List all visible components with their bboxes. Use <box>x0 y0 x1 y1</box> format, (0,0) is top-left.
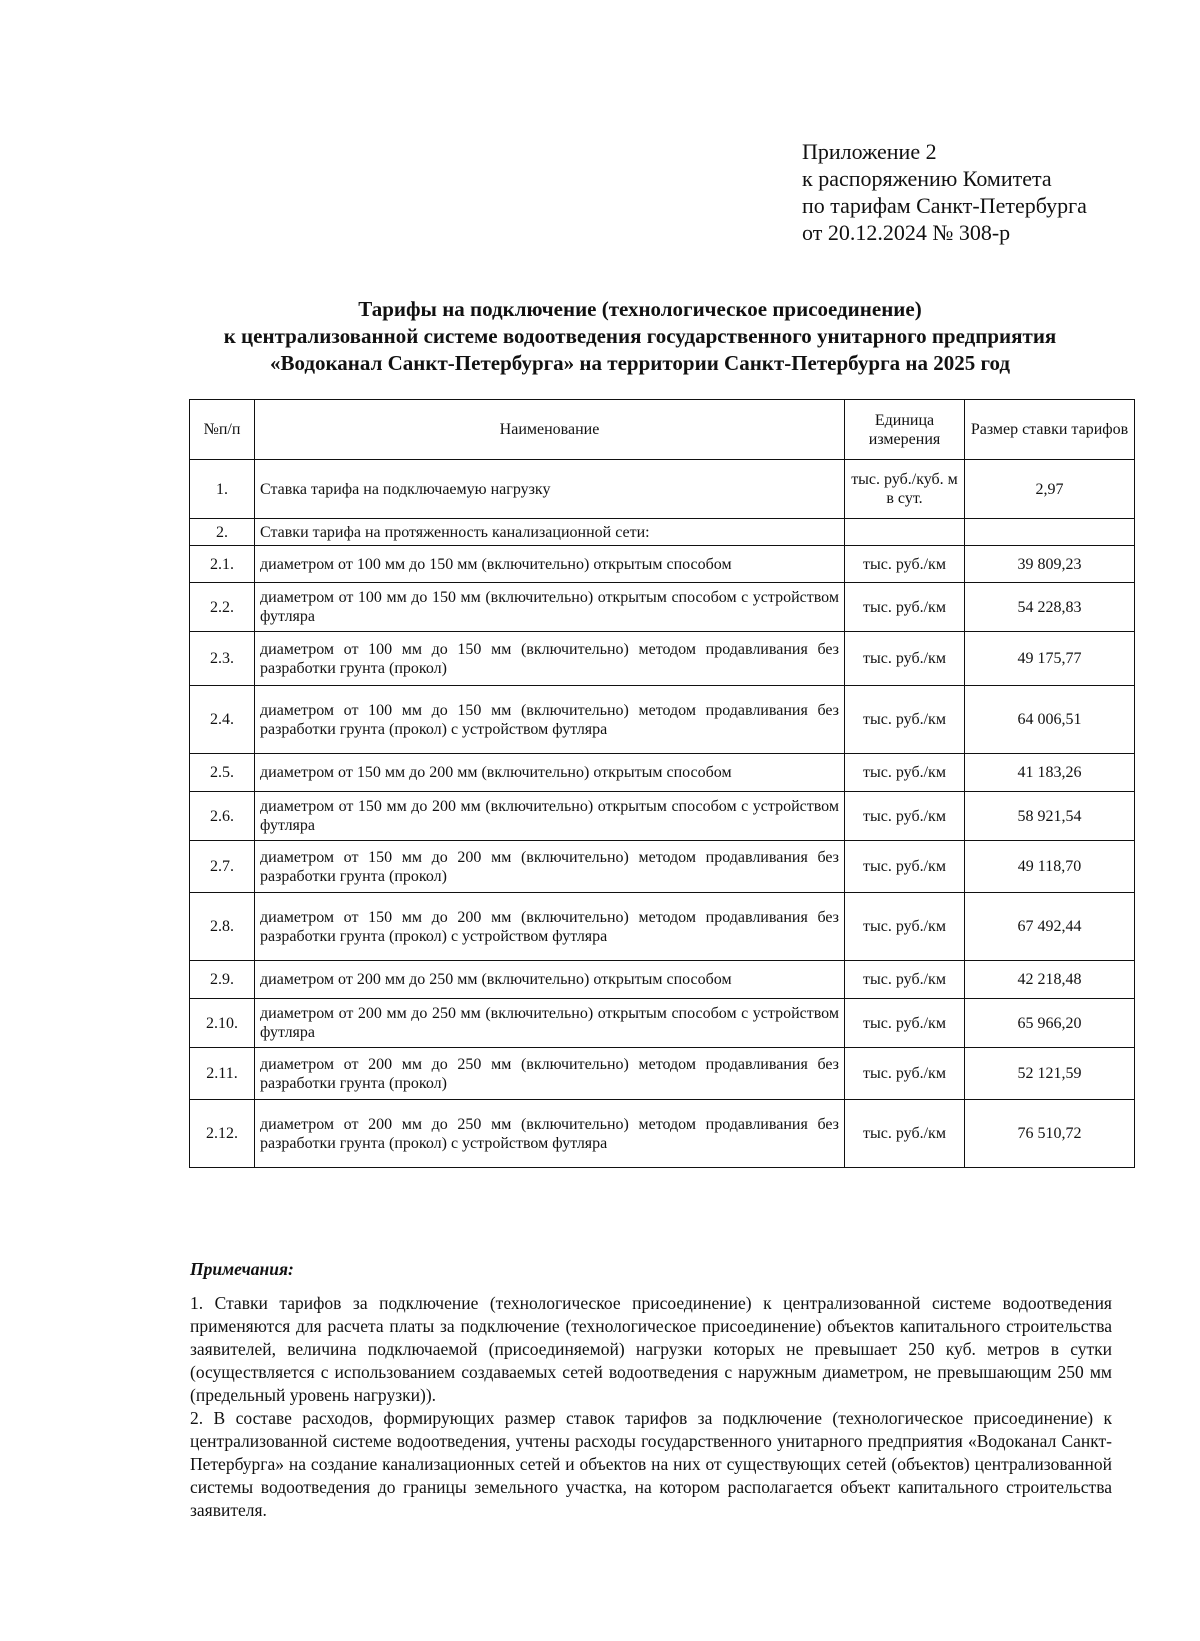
header-name: Наименование <box>255 400 845 460</box>
row-unit: тыс. руб./км <box>845 841 965 893</box>
row-unit: тыс. руб./куб. м в сут. <box>845 460 965 519</box>
row-name: диаметром от 150 мм до 200 мм (включительно) методом продавливания без разработки грунта (прокол) <box>255 841 845 893</box>
row-unit: тыс. руб./км <box>845 893 965 961</box>
row-unit: тыс. руб./км <box>845 632 965 686</box>
table-row <box>190 893 1135 961</box>
title-line: к централизованной системе водоотведения государственного унитарного предприятия <box>223 324 1057 348</box>
header-unit: Единица измерения <box>845 400 965 460</box>
row-unit: тыс. руб./км <box>845 999 965 1048</box>
row-number: 2.3. <box>190 632 255 686</box>
row-number: 2.8. <box>190 893 255 961</box>
row-rate: 54 228,83 <box>965 583 1135 632</box>
row-name: Ставки тарифа на протяженность канализационной сети: <box>255 519 845 546</box>
row-rate <box>965 519 1135 546</box>
annex-line: от 20.12.2024 № 308-р <box>802 220 1011 245</box>
row-unit: тыс. руб./км <box>845 1048 965 1100</box>
annex-line: к распоряжению Комитета <box>802 166 1052 191</box>
table-row <box>190 460 1135 519</box>
annex-header <box>802 138 1087 246</box>
table-header-row <box>190 400 1135 460</box>
row-number: 2.5. <box>190 754 255 792</box>
note-item: 2. В составе расходов, формирующих размер ставок тарифов за подключение (технологическое присоединение) к централизованной системе водоотведения, учтены расходы государственного унитарного предприятия «Водоканал Санкт-Петербурга» на создание канализационных сетей и объектов на них от существующих сетей (объектов) централизованной системы водоотведения до границы земельного участка, на котором располагается объект капитального строительства заявителя. <box>190 1408 1112 1520</box>
notes-title: Примечания: <box>190 1259 294 1279</box>
row-unit: тыс. руб./км <box>845 686 965 754</box>
tariffs-table <box>189 399 1135 1168</box>
table-row <box>190 519 1135 546</box>
table-row <box>190 632 1135 686</box>
notes-section <box>190 1258 1112 1522</box>
row-rate: 65 966,20 <box>965 999 1135 1048</box>
annex-line: Приложение 2 <box>802 139 937 164</box>
row-number: 2.6. <box>190 792 255 841</box>
row-rate: 67 492,44 <box>965 893 1135 961</box>
row-rate: 58 921,54 <box>965 792 1135 841</box>
row-number: 2.4. <box>190 686 255 754</box>
table-row <box>190 999 1135 1048</box>
row-number: 2.11. <box>190 1048 255 1100</box>
table-row <box>190 686 1135 754</box>
row-number: 2.10. <box>190 999 255 1048</box>
table-row <box>190 1100 1135 1168</box>
row-name: диаметром от 200 мм до 250 мм (включительно) методом продавливания без разработки грунта (прокол) с устройством футляра <box>255 1100 845 1168</box>
document-title <box>160 296 1120 377</box>
row-name: Ставка тарифа на подключаемую нагрузку <box>255 460 845 519</box>
row-rate: 49 175,77 <box>965 632 1135 686</box>
table-row <box>190 792 1135 841</box>
row-unit: тыс. руб./км <box>845 583 965 632</box>
table-row <box>190 841 1135 893</box>
row-number: 2.2. <box>190 583 255 632</box>
row-rate: 49 118,70 <box>965 841 1135 893</box>
table-row <box>190 1048 1135 1100</box>
row-rate: 2,97 <box>965 460 1135 519</box>
row-unit <box>845 519 965 546</box>
row-number: 1. <box>190 460 255 519</box>
header-num: №п/п <box>190 400 255 460</box>
row-rate: 76 510,72 <box>965 1100 1135 1168</box>
row-name: диаметром от 200 мм до 250 мм (включительно) открытым способом <box>255 961 845 999</box>
row-name: диаметром от 100 мм до 150 мм (включительно) открытым способом с устройством футляра <box>255 583 845 632</box>
row-number: 2. <box>190 519 255 546</box>
row-rate: 64 006,51 <box>965 686 1135 754</box>
row-rate: 41 183,26 <box>965 754 1135 792</box>
row-name: диаметром от 200 мм до 250 мм (включительно) открытым способом с устройством футляра <box>255 999 845 1048</box>
row-unit: тыс. руб./км <box>845 546 965 583</box>
row-name: диаметром от 150 мм до 200 мм (включительно) открытым способом с устройством футляра <box>255 792 845 841</box>
row-name: диаметром от 100 мм до 150 мм (включительно) методом продавливания без разработки грунта (прокол) с устройством футляра <box>255 686 845 754</box>
row-name: диаметром от 200 мм до 250 мм (включительно) методом продавливания без разработки грунта (прокол) <box>255 1048 845 1100</box>
row-unit: тыс. руб./км <box>845 792 965 841</box>
title-line: Тарифы на подключение (технологическое присоединение) <box>358 297 922 321</box>
row-name: диаметром от 150 мм до 200 мм (включительно) методом продавливания без разработки грунта (прокол) с устройством футляра <box>255 893 845 961</box>
row-rate: 42 218,48 <box>965 961 1135 999</box>
row-unit: тыс. руб./км <box>845 754 965 792</box>
table-row <box>190 961 1135 999</box>
note-item: 1. Ставки тарифов за подключение (технологическое присоединение) к централизованной системе водоотведения применяются для расчета платы за подключение (технологическое присоединение) объектов капитального строительства заявителей, величина подключаемой (присоединяемой) нагрузки которых не превышает 250 куб. метров в сутки (осуществляется с использованием создаваемых сетей водоотведения с наружным диаметром, не превышающим 250 мм (предельный уровень нагрузки)). <box>190 1293 1112 1405</box>
row-name: диаметром от 100 мм до 150 мм (включительно) открытым способом <box>255 546 845 583</box>
table-row <box>190 583 1135 632</box>
row-name: диаметром от 100 мм до 150 мм (включительно) методом продавливания без разработки грунта (прокол) <box>255 632 845 686</box>
table-row <box>190 546 1135 583</box>
row-number: 2.12. <box>190 1100 255 1168</box>
row-rate: 39 809,23 <box>965 546 1135 583</box>
row-rate: 52 121,59 <box>965 1048 1135 1100</box>
title-line: «Водоканал Санкт-Петербурга» на территории Санкт-Петербурга на 2025 год <box>270 351 1010 375</box>
row-number: 2.9. <box>190 961 255 999</box>
row-unit: тыс. руб./км <box>845 1100 965 1168</box>
row-unit: тыс. руб./км <box>845 961 965 999</box>
row-number: 2.7. <box>190 841 255 893</box>
annex-line: по тарифам Санкт-Петербурга <box>802 193 1087 218</box>
table-row <box>190 754 1135 792</box>
table-body <box>190 460 1135 1168</box>
row-name: диаметром от 150 мм до 200 мм (включительно) открытым способом <box>255 754 845 792</box>
row-number: 2.1. <box>190 546 255 583</box>
header-rate: Размер ставки тарифов <box>965 400 1135 460</box>
